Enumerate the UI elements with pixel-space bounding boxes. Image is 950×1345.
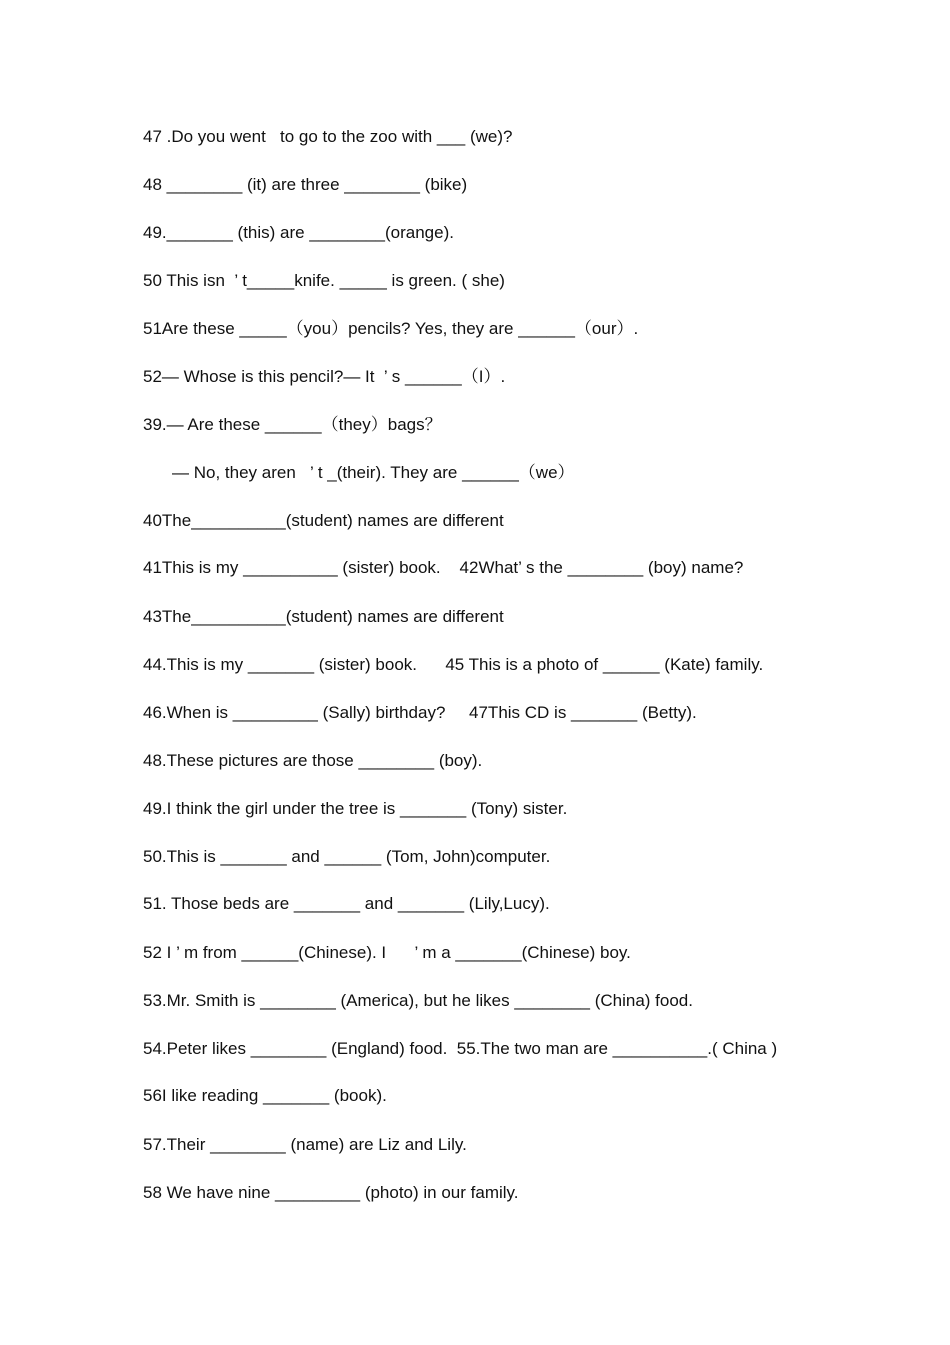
exercise-line: 50.This is _______ and ______ (Tom, John)computer. <box>143 847 551 866</box>
exercise-line: 41This is my __________ (sister) book. 42What’ s the ________ (boy) name? <box>143 558 744 577</box>
exercise-line: 40The__________(student) names are different <box>143 511 504 530</box>
exercise-line: 50 This isn ’ t_____knife. _____ is green. ( she) <box>143 271 505 290</box>
exercise-line: 54.Peter likes ________ (England) food. 55.The two man are __________.( China ) <box>143 1039 778 1058</box>
exercise-line: 51. Those beds are _______ and _______ (Lily,Lucy). <box>143 894 550 913</box>
exercise-line: 52— Whose is this pencil?— It ’ s ______（I）. <box>143 367 506 386</box>
exercise-line: 56I like reading _______ (book). <box>143 1086 387 1105</box>
exercise-line: 58 We have nine _________ (photo) in our family. <box>143 1183 519 1202</box>
exercise-line: 39.— Are these ______（they）bags？ <box>143 415 442 434</box>
exercise-line: 53.Mr. Smith is ________ (America), but he likes ________ (China) food. <box>143 991 693 1010</box>
exercise-line: 48.These pictures are those ________ (boy). <box>143 751 483 770</box>
exercise-line: 48 ________ (it) are three ________ (bike) <box>143 175 468 194</box>
exercise-line: 52 I ’ m from ______(Chinese). I ’ m a _______(Chinese) boy. <box>143 943 631 962</box>
exercise-line: 49.I think the girl under the tree is _______ (Tony) sister. <box>143 799 568 818</box>
exercise-line: 44.This is my _______ (sister) book. 45 This is a photo of ______ (Kate) family. <box>143 655 764 674</box>
exercise-line: 49._______ (this) are ________(orange). <box>143 223 454 242</box>
exercise-line: 57.Their ________ (name) are Liz and Lily. <box>143 1135 467 1154</box>
exercise-line: 46.When is _________ (Sally) birthday? 47This CD is _______ (Betty). <box>143 703 697 722</box>
exercise-line: 47 .Do you went to go to the zoo with ___ (we)? <box>143 127 513 146</box>
exercise-line: 43The__________(student) names are different <box>143 607 504 626</box>
exercise-line: 51Are these _____（you）pencils? Yes, they are ______（our）. <box>143 319 639 338</box>
exercise-line: — No, they aren ’ t _(their). They are ______（we） <box>172 463 575 482</box>
